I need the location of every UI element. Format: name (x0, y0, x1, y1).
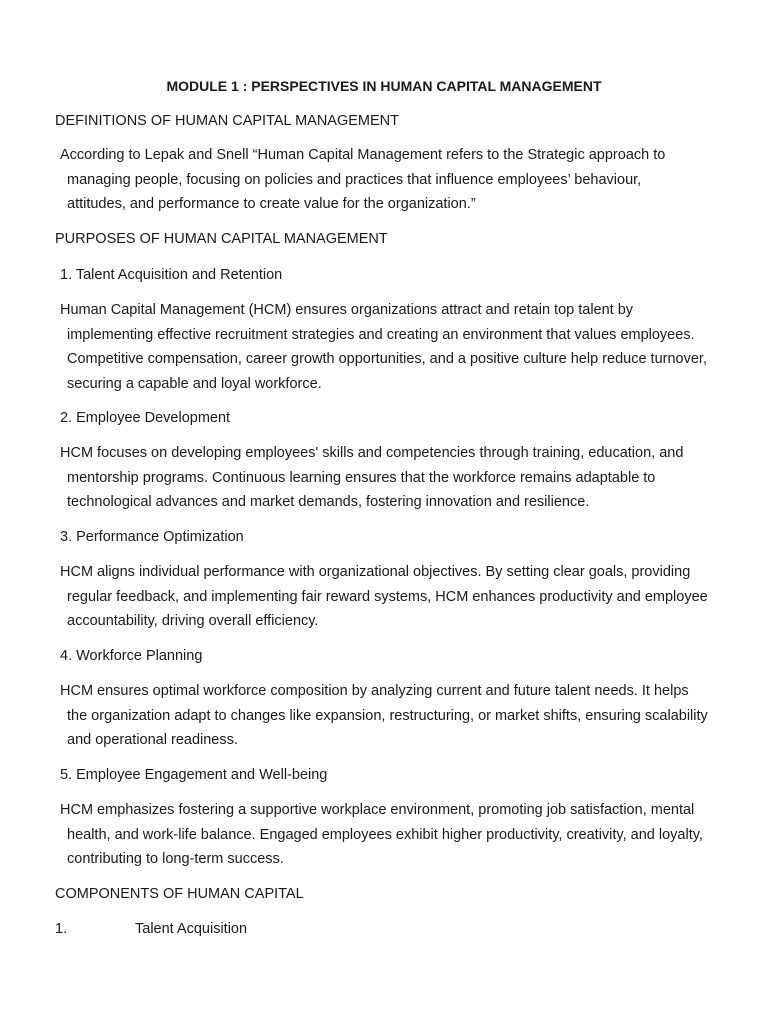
page-title: MODULE 1 : PERSPECTIVES IN HUMAN CAPITAL MANAGEMENT (166, 78, 602, 94)
definitions-heading: DEFINITIONS OF HUMAN CAPITAL MANAGEMENT (55, 113, 399, 129)
paragraph-line: and operational readiness. (67, 732, 238, 748)
purpose-paragraph (60, 298, 730, 396)
purpose-paragraph (60, 798, 730, 872)
component-item (55, 919, 247, 939)
purpose-title: 3. Performance Optimization (60, 529, 244, 545)
purpose-title: 4. Workforce Planning (60, 648, 203, 664)
component-label: Talent Acquisition (135, 921, 248, 937)
paragraph-line: contributing to long-term success. (67, 851, 284, 867)
paragraph-line: health, and work-life balance. Engaged employees exhibit higher productivity, creativity, and loyalty, (67, 826, 703, 843)
paragraph-line: accountability, driving overall efficiency. (67, 613, 319, 629)
purpose-title: 5. Employee Engagement and Well-being (60, 767, 328, 783)
paragraph-line: regular feedback, and implementing fair reward systems, HCM enhances productivity and employee (67, 588, 708, 605)
paragraph-line: Competitive compensation, career growth opportunities, and a positive culture help reduce turnover, (67, 351, 707, 367)
purpose-title: 2. Employee Development (60, 410, 231, 426)
paragraph-line: HCM aligns individual performance with organizational objectives. By setting clear goals, providing (60, 564, 691, 580)
component-number: 1. (55, 921, 68, 937)
paragraph-line: HCM focuses on developing employees' skills and competencies through training, education, and (60, 445, 684, 461)
purpose-paragraph (60, 560, 730, 634)
purpose-title: 1. Talent Acquisition and Retention (60, 267, 283, 283)
paragraph-line: the organization adapt to changes like expansion, restructuring, or market shifts, ensuring scalability (67, 707, 708, 724)
paragraph-line: According to Lepak and Snell “Human Capital Management refers to the Strategic approach to (60, 147, 666, 163)
purpose-paragraph (60, 679, 730, 753)
paragraph-line: attitudes, and performance to create value for the organization.” (67, 196, 476, 212)
definitions-paragraph (60, 143, 730, 217)
components-heading: COMPONENTS OF HUMAN CAPITAL (55, 886, 304, 902)
paragraph-line: HCM ensures optimal workforce composition by analyzing current and future talent needs. It helps (60, 683, 689, 699)
paragraph-line: securing a capable and loyal workforce. (67, 375, 322, 392)
purpose-paragraph (60, 441, 730, 515)
purposes-heading: PURPOSES OF HUMAN CAPITAL MANAGEMENT (55, 231, 388, 247)
paragraph-line: managing people, focusing on policies and practices that influence employees’ behaviour, (67, 171, 642, 188)
paragraph-line: implementing effective recruitment strategies and creating an environment that values employees. (67, 326, 695, 343)
paragraph-line: mentorship programs. Continuous learning ensures that the workforce remains adaptable to (67, 469, 656, 486)
paragraph-line: technological advances and market demands, fostering innovation and resilience. (67, 494, 590, 510)
paragraph-line: HCM emphasizes fostering a supportive workplace environment, promoting job satisfaction, mental (60, 802, 695, 818)
paragraph-line: Human Capital Management (HCM) ensures organizations attract and retain top talent by (60, 302, 634, 318)
